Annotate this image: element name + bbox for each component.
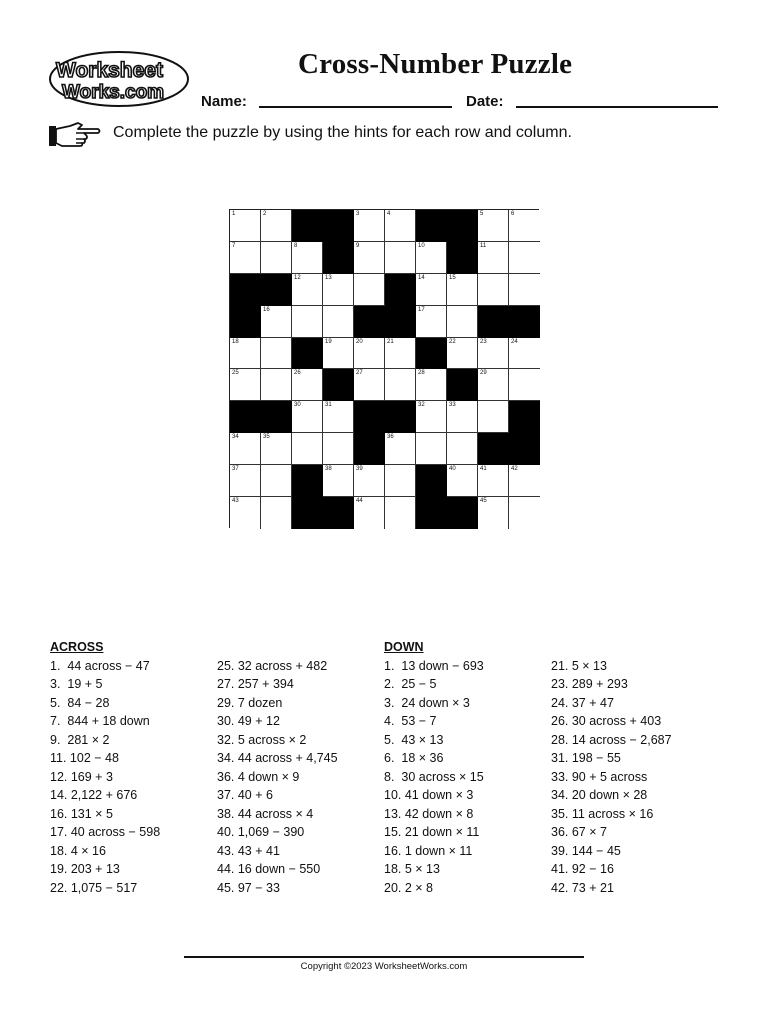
clue-item: 1. 13 down − 693 xyxy=(384,658,484,673)
black-cell xyxy=(292,497,323,529)
black-cell xyxy=(323,210,354,242)
logo-text-line2: Works.com xyxy=(62,82,165,103)
black-cell xyxy=(416,497,447,529)
grid-cell[interactable] xyxy=(509,338,540,370)
grid-cell[interactable] xyxy=(230,210,261,242)
grid-cell[interactable] xyxy=(509,465,540,497)
clue-item: 37. 40 + 6 xyxy=(217,788,273,802)
cell-number: 6 xyxy=(511,211,515,217)
cell-number: 11 xyxy=(480,242,487,249)
clue-item: 6. 18 × 36 xyxy=(384,751,444,765)
black-cell xyxy=(447,242,478,274)
clue-item: 34. 20 down × 28 xyxy=(551,788,648,802)
cell-number: 41 xyxy=(480,466,487,473)
clue-item: 42. 73 + 21 xyxy=(551,880,614,895)
cell-number: 13 xyxy=(325,274,332,281)
black-cell xyxy=(261,274,292,306)
grid-cell[interactable] xyxy=(385,242,416,274)
cell-number: 3 xyxy=(356,211,360,217)
black-cell xyxy=(323,369,354,401)
clue-item: 16. 1 down × 11 xyxy=(384,843,473,858)
clue-item: 2. 25 − 5 xyxy=(384,677,437,691)
grid-cell[interactable] xyxy=(385,338,416,370)
grid-cell[interactable] xyxy=(447,338,478,370)
clue-item: 44. 16 down − 550 xyxy=(217,862,321,876)
cell-number: 27 xyxy=(356,370,363,377)
grid-cell[interactable] xyxy=(509,497,540,529)
grid-cell[interactable] xyxy=(447,465,478,497)
cell-number: 23 xyxy=(480,338,487,345)
black-cell xyxy=(385,401,416,433)
cell-number: 17 xyxy=(418,306,425,313)
clue-item: 12. 169 + 3 xyxy=(50,769,113,784)
clue-item: 29. 7 dozen xyxy=(217,695,283,710)
clue-item: 21. 5 × 13 xyxy=(551,658,607,673)
grid-cell[interactable] xyxy=(292,242,323,274)
grid-cell[interactable] xyxy=(354,210,385,242)
black-cell xyxy=(478,433,509,465)
grid-cell[interactable] xyxy=(478,242,509,274)
grid-cell[interactable] xyxy=(385,210,416,242)
grid-cell[interactable] xyxy=(323,433,354,465)
across-clues-column-1 xyxy=(50,638,160,897)
cell-number: 1 xyxy=(232,211,236,217)
cell-number: 25 xyxy=(232,370,239,377)
clue-item: 10. 41 down × 3 xyxy=(384,788,474,802)
clue-item: 1. 44 across − 47 xyxy=(50,658,150,673)
cell-number: 42 xyxy=(511,466,518,473)
clue-item: 19. 203 + 13 xyxy=(50,862,120,876)
clue-item: 38. 44 across × 4 xyxy=(217,806,314,821)
clue-item: 18. 4 × 16 xyxy=(50,843,106,858)
cell-number: 33 xyxy=(449,402,456,409)
cell-number: 40 xyxy=(449,466,456,473)
cell-number: 4 xyxy=(387,211,391,217)
cross-number-grid xyxy=(229,209,539,528)
cell-number: 38 xyxy=(325,466,332,473)
grid-cell[interactable] xyxy=(354,338,385,370)
black-cell xyxy=(509,433,540,465)
across-clues-column-2 xyxy=(217,657,338,898)
black-cell xyxy=(509,306,540,338)
cell-number: 2 xyxy=(263,211,267,217)
grid-cell[interactable] xyxy=(509,242,540,274)
clue-item: 4. 53 − 7 xyxy=(384,714,437,728)
grid-cell[interactable] xyxy=(261,497,292,529)
clue-item: 7. 844 + 18 down xyxy=(50,714,150,728)
black-cell xyxy=(385,306,416,338)
grid-cell[interactable] xyxy=(478,497,509,529)
grid-cell[interactable] xyxy=(292,306,323,338)
grid-cell[interactable] xyxy=(292,433,323,465)
cell-number: 21 xyxy=(387,338,394,345)
cell-number: 9 xyxy=(356,242,360,249)
cell-number: 45 xyxy=(480,498,487,505)
cell-number: 39 xyxy=(356,466,363,473)
grid-cell[interactable] xyxy=(509,210,540,242)
grid-cell[interactable] xyxy=(416,369,447,401)
grid-cell[interactable] xyxy=(261,465,292,497)
grid-cell[interactable] xyxy=(478,338,509,370)
grid-cell[interactable] xyxy=(230,242,261,274)
cell-number: 15 xyxy=(449,274,456,281)
grid-cell[interactable] xyxy=(385,465,416,497)
grid-cell[interactable] xyxy=(292,401,323,433)
clue-item: 5. 84 − 28 xyxy=(50,695,110,710)
grid-cell[interactable] xyxy=(447,274,478,306)
grid-cell[interactable] xyxy=(385,369,416,401)
date-label: Date: xyxy=(466,93,504,110)
black-cell xyxy=(230,401,261,433)
cell-number: 10 xyxy=(418,242,425,249)
cell-number: 8 xyxy=(294,242,298,249)
grid-cell[interactable] xyxy=(354,369,385,401)
black-cell xyxy=(323,497,354,529)
black-cell xyxy=(416,210,447,242)
grid-cell[interactable] xyxy=(230,497,261,529)
across-heading: ACROSS xyxy=(50,640,104,654)
clue-item: 32. 5 across × 2 xyxy=(217,732,307,747)
black-cell xyxy=(354,433,385,465)
clue-item: 16. 131 × 5 xyxy=(50,806,113,821)
cell-number: 16 xyxy=(263,306,270,313)
page-title: Cross-Number Puzzle xyxy=(298,48,573,80)
grid-cell[interactable] xyxy=(478,465,509,497)
grid-cell[interactable] xyxy=(354,465,385,497)
footer-divider xyxy=(184,956,584,958)
clue-item: 3. 19 + 5 xyxy=(50,677,103,691)
logo-text-line1: Worksheet xyxy=(56,59,163,82)
clue-item: 25. 32 across + 482 xyxy=(217,658,328,673)
grid-cell[interactable] xyxy=(292,274,323,306)
grid-cell[interactable] xyxy=(509,274,540,306)
cell-number: 20 xyxy=(356,338,363,345)
cell-number: 34 xyxy=(232,434,239,441)
clue-item: 33. 90 + 5 across xyxy=(551,769,648,784)
clue-item: 9. 281 × 2 xyxy=(50,732,110,747)
clue-item: 43. 43 + 41 xyxy=(217,843,280,858)
cell-number: 5 xyxy=(480,211,484,217)
clue-item: 15. 21 down × 11 xyxy=(384,825,480,839)
grid-cell[interactable] xyxy=(385,497,416,529)
cell-number: 19 xyxy=(325,338,332,345)
black-cell xyxy=(230,306,261,338)
clue-item: 8. 30 across × 15 xyxy=(384,769,484,784)
clue-item: 22. 1,075 − 517 xyxy=(50,880,138,895)
clue-item: 34. 44 across + 4,745 xyxy=(217,751,338,765)
cell-number: 14 xyxy=(418,274,425,281)
grid-cell[interactable] xyxy=(261,433,292,465)
cell-number: 12 xyxy=(294,274,301,281)
clue-item: 30. 49 + 12 xyxy=(217,714,280,728)
down-clues-column-2 xyxy=(551,657,672,898)
cell-number: 43 xyxy=(232,498,239,505)
clue-item: 13. 42 down × 8 xyxy=(384,806,474,821)
grid-cell[interactable] xyxy=(323,274,354,306)
grid-cell[interactable] xyxy=(261,338,292,370)
grid-cell[interactable] xyxy=(478,210,509,242)
grid-cell[interactable] xyxy=(354,242,385,274)
grid-cell[interactable] xyxy=(447,433,478,465)
grid-cell[interactable] xyxy=(416,242,447,274)
grid-cell[interactable] xyxy=(261,369,292,401)
clue-item: 41. 92 − 16 xyxy=(551,862,614,876)
clue-item: 40. 1,069 − 390 xyxy=(217,825,305,839)
clue-item: 3. 24 down × 3 xyxy=(384,695,470,710)
black-cell xyxy=(416,338,447,370)
grid-cell[interactable] xyxy=(230,338,261,370)
cell-number: 31 xyxy=(325,402,332,409)
copyright: Copyright ©2023 WorksheetWorks.com xyxy=(300,961,468,972)
grid-cell[interactable] xyxy=(416,274,447,306)
black-cell xyxy=(323,242,354,274)
clue-item: 36. 4 down × 9 xyxy=(217,769,300,784)
clue-item: 31. 198 − 55 xyxy=(551,751,621,765)
cell-number: 35 xyxy=(263,434,270,441)
clue-item: 45. 97 − 33 xyxy=(217,880,280,895)
clue-item: 18. 5 × 13 xyxy=(384,862,440,876)
grid-cell[interactable] xyxy=(230,369,261,401)
black-cell xyxy=(354,306,385,338)
grid-cell[interactable] xyxy=(230,433,261,465)
cell-number: 44 xyxy=(356,498,363,505)
grid-cell[interactable] xyxy=(478,274,509,306)
cell-number: 26 xyxy=(294,370,301,377)
black-cell xyxy=(416,465,447,497)
cell-number: 30 xyxy=(294,402,301,409)
clue-item: 27. 257 + 394 xyxy=(217,677,294,691)
grid-cell[interactable] xyxy=(478,401,509,433)
clue-item: 17. 40 across − 598 xyxy=(50,825,161,839)
grid-cell[interactable] xyxy=(323,338,354,370)
grid-cell[interactable] xyxy=(230,465,261,497)
name-label: Name: xyxy=(201,93,247,110)
name-field-line[interactable] xyxy=(259,106,452,108)
grid-cell[interactable] xyxy=(416,433,447,465)
grid-cell[interactable] xyxy=(261,210,292,242)
down-heading: DOWN xyxy=(384,640,424,654)
down-clues-column-1 xyxy=(384,638,484,897)
black-cell xyxy=(354,401,385,433)
grid-cell[interactable] xyxy=(261,242,292,274)
clue-item: 5. 43 × 13 xyxy=(384,732,444,747)
grid-cell[interactable] xyxy=(323,306,354,338)
black-cell xyxy=(261,401,292,433)
pointing-hand-icon xyxy=(48,120,102,150)
grid-cell[interactable] xyxy=(385,433,416,465)
black-cell xyxy=(447,497,478,529)
grid-cell[interactable] xyxy=(447,306,478,338)
grid-cell[interactable] xyxy=(416,306,447,338)
black-cell xyxy=(509,401,540,433)
clue-item: 14. 2,122 + 676 xyxy=(50,788,138,802)
cell-number: 7 xyxy=(232,242,236,249)
clue-item: 36. 67 × 7 xyxy=(551,825,607,839)
grid-cell[interactable] xyxy=(447,401,478,433)
clue-item: 26. 30 across + 403 xyxy=(551,714,662,728)
clue-item: 23. 289 + 293 xyxy=(551,677,628,691)
instructions: Complete the puzzle by using the hints for each row and column. xyxy=(113,124,572,141)
clue-item: 39. 144 − 45 xyxy=(551,843,621,858)
clue-item: 20. 2 × 8 xyxy=(384,880,433,895)
black-cell xyxy=(292,465,323,497)
black-cell xyxy=(478,306,509,338)
cell-number: 24 xyxy=(511,338,518,345)
black-cell xyxy=(230,274,261,306)
cell-number: 18 xyxy=(232,338,239,345)
cell-number: 28 xyxy=(418,370,425,377)
grid-cell[interactable] xyxy=(323,401,354,433)
grid-cell[interactable] xyxy=(261,306,292,338)
cell-number: 29 xyxy=(480,370,487,377)
cell-number: 37 xyxy=(232,466,239,473)
grid-cell[interactable] xyxy=(323,465,354,497)
worksheetworks-logo xyxy=(48,50,190,108)
clue-item: 28. 14 across − 2,687 xyxy=(551,732,672,747)
grid-cell[interactable] xyxy=(509,369,540,401)
black-cell xyxy=(447,210,478,242)
grid-cell[interactable] xyxy=(354,274,385,306)
grid-cell[interactable] xyxy=(416,401,447,433)
clue-item: 11. 102 − 48 xyxy=(50,751,119,765)
clue-item: 24. 37 + 47 xyxy=(551,695,614,710)
black-cell xyxy=(385,274,416,306)
black-cell xyxy=(292,210,323,242)
black-cell xyxy=(292,338,323,370)
grid-cell[interactable] xyxy=(292,369,323,401)
cell-number: 22 xyxy=(449,338,456,345)
black-cell xyxy=(447,369,478,401)
grid-cell[interactable] xyxy=(478,369,509,401)
clue-item: 35. 11 across × 16 xyxy=(551,806,654,821)
date-field-line[interactable] xyxy=(516,106,718,108)
cell-number: 36 xyxy=(387,434,394,441)
cell-number: 32 xyxy=(418,402,425,409)
grid-cell[interactable] xyxy=(354,497,385,529)
